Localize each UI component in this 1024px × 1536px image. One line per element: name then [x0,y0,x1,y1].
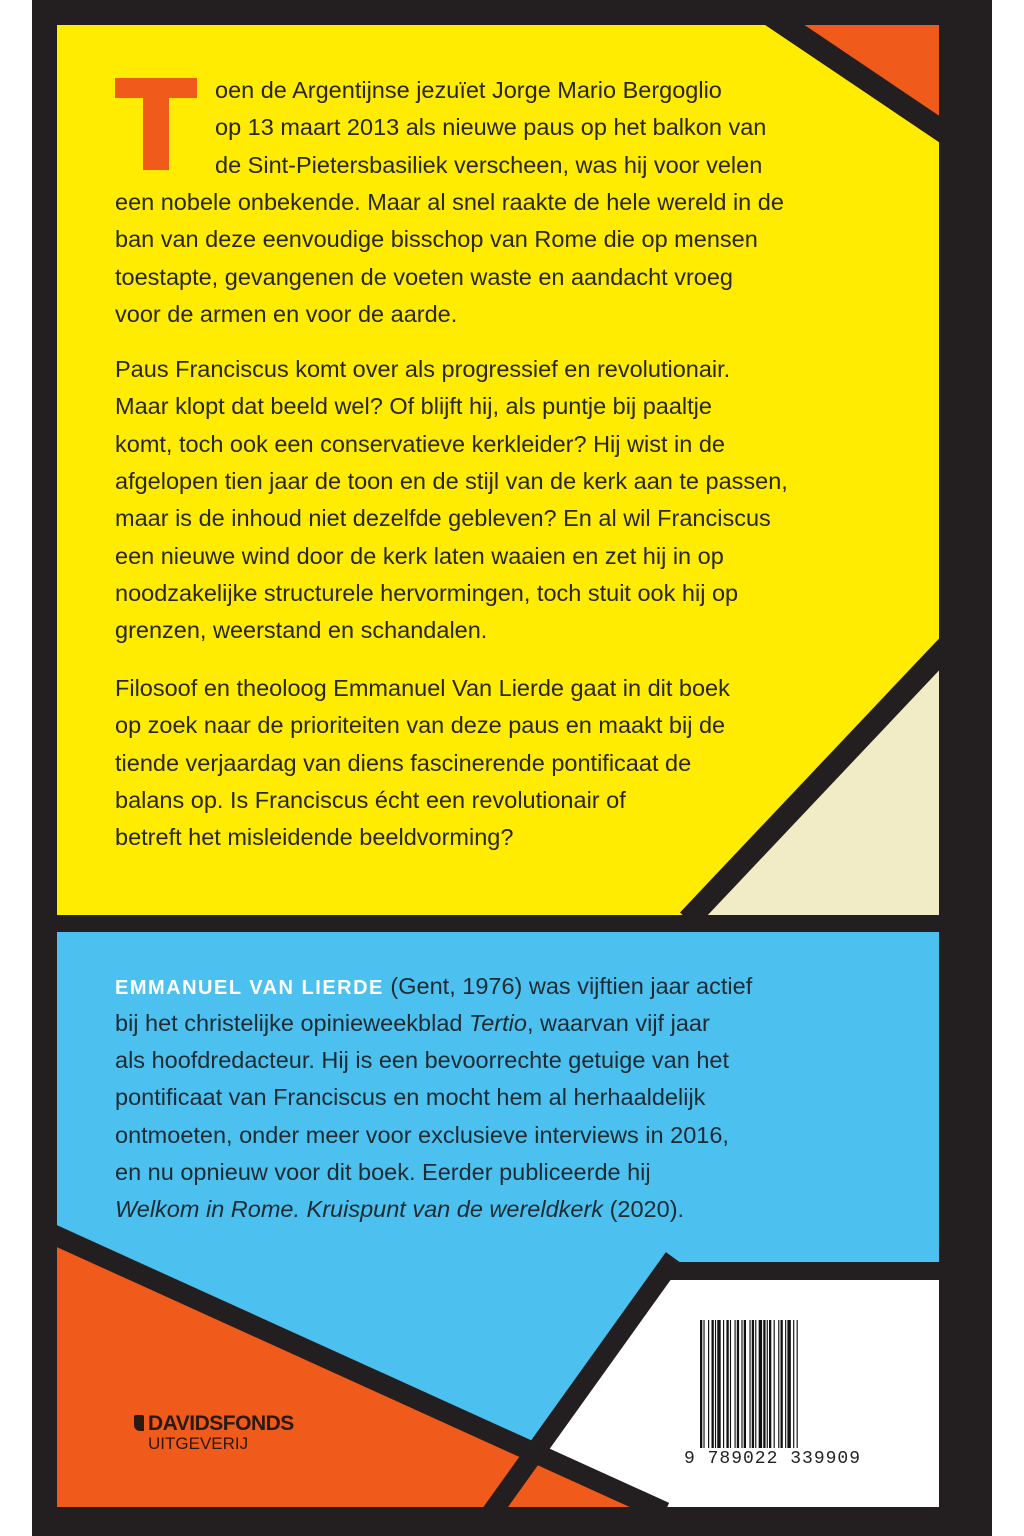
barcode-bar [752,1320,754,1448]
barcode-bar [769,1320,771,1448]
barcode-bar [774,1320,775,1448]
bio-line: pontificaat van Franciscus en mocht hem al herhaaldelijk [115,1084,706,1110]
barcode-bar [700,1320,702,1448]
barcode-bar [712,1320,714,1448]
blurb-line: toestapte, gevangenen de voeten waste en aandacht vroeg [115,263,733,290]
blurb-line: op 13 maart 2013 als nieuwe paus op het balkon van [215,114,767,141]
book-title: Welkom in Rome. Kruispunt van de wereldkerk [115,1196,604,1222]
blurb-line: noodzakelijke structurele hervormingen, toch stuit ook hij op [115,579,739,606]
barcode-bar [797,1320,798,1448]
barcode [700,1320,878,1448]
barcode-bar [703,1320,704,1448]
blurb-line: oen de Argentijnse jezuïet Jorge Mario Bergoglio [215,77,722,103]
blurb-line: balans op. Is Franciscus écht een revolutionair of [115,786,626,813]
barcode-bar [763,1320,765,1448]
blurb-line: voor de armen en voor de aarde. [115,300,458,327]
author-name: EMMANUEL VAN LIERDE [115,977,384,999]
blurb-line: op zoek naar de prioriteiten van deze paus en maakt bij de [115,712,726,739]
bio-line: en nu opnieuw voor dit boek. Eerder publiceerde hij [115,1159,651,1185]
barcode-bar [741,1320,742,1448]
bio-line [115,1194,684,1224]
bio-line [115,1008,710,1038]
blurb-line: betreft het misleidende beeldvorming? [115,824,514,851]
barcode-bar [781,1320,783,1448]
isbn-number: 9 789022 339909 [684,1449,862,1469]
bio-line: ontmoeten, onder meer voor exclusieve interviews in 2016, [115,1122,729,1148]
barcode-bar [767,1320,768,1448]
barcode-bar [735,1320,736,1448]
bio-text: (2020). [603,1196,685,1222]
publisher-sub: UITGEVERIJ [148,1434,249,1453]
barcode-bar [759,1320,762,1448]
barcode-bar [723,1320,724,1448]
bio-line: als hoofdredacteur. Hij is een bevoorrechte getuige van het [115,1047,730,1073]
blurb-line: ban van deze eenvoudige bisschop van Rome die op mensen [115,226,758,253]
barcode-bar [785,1320,786,1448]
blurb-line: afgelopen tien jaar de toon en de stijl van de kerk aan te passen, [115,467,788,494]
drop-cap-t [115,78,197,170]
publisher-logo [134,1412,294,1454]
blurb-line: Filosoof en theoloog Emmanuel Van Lierde gaat in dit boek [115,675,730,701]
blurb-line: maar is de inhoud niet dezelfde gebleven? En al wil Franciscus [115,505,771,532]
bio-text: , waarvan vijf jaar [526,1010,710,1036]
blurb-line: grenzen, weerstand en schandalen. [115,617,488,644]
blurb-line: de Sint-Pietersbasiliek verscheen, was hij voor velen [215,151,763,178]
blurb-line: Paus Franciscus komt over als progressief en revolutionair. [115,356,731,382]
magazine-title: Tertio [469,1010,527,1036]
barcode-bar [744,1320,746,1448]
barcode-bar [793,1320,794,1448]
blurb-line: tiende verjaardag van diens fascinerende pontificaat de [115,749,692,776]
barcode-bar [755,1320,756,1448]
blurb-line: komt, toch ook een conservatieve kerkleider? Hij wist in de [115,430,725,457]
barcode-bar [778,1320,779,1448]
barcode-bar [708,1320,709,1448]
blurb-line: Maar klopt dat beeld wel? Of blijft hij, als puntje bij paaltje [115,393,712,420]
publisher-name: DAVIDSFONDS [134,1412,294,1436]
barcode-bar [749,1320,750,1448]
bio-line [115,971,752,1003]
barcode-bar [737,1320,739,1448]
bio-text: bij het christelijke opinieweekblad [115,1010,470,1036]
barcode-bar [787,1320,790,1448]
blurb-line: een nieuwe wind door de kerk laten waaien en zet hij in op [115,542,724,569]
barcode-bar [726,1320,728,1448]
bio-text: (Gent, 1976) was vijftien jaar actief [383,973,753,999]
barcode-bar [717,1320,720,1448]
barcode-bar [715,1320,716,1448]
barcode-bar [730,1320,731,1448]
blurb-line: een nobele onbekende. Maar al snel raakte de hele wereld in de [115,188,784,215]
